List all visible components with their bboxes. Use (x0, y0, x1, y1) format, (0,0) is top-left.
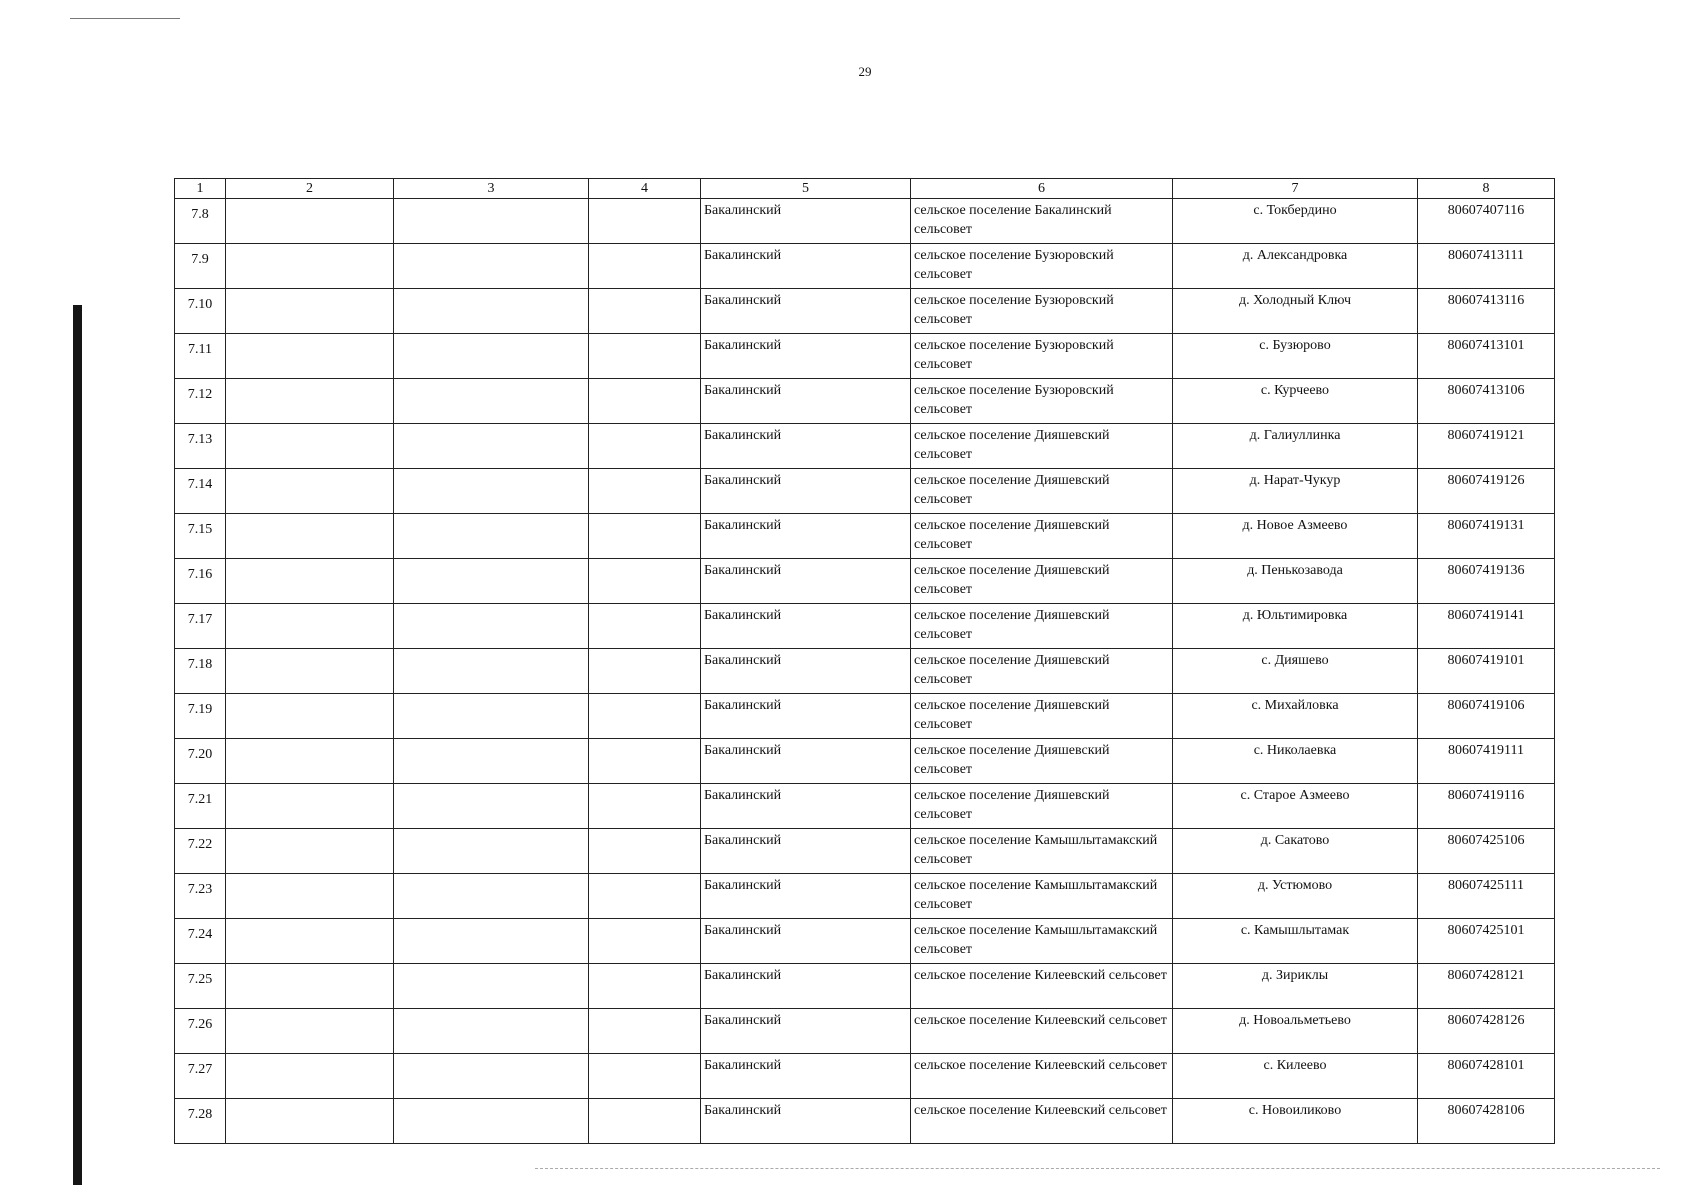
cell-col-3 (394, 514, 589, 559)
header-col-4: 4 (589, 179, 701, 199)
table-row (175, 559, 1555, 604)
row-number: 7.18 (175, 649, 226, 694)
cell-col-2 (226, 379, 394, 424)
cell-col-2 (226, 694, 394, 739)
oktmo-code: 80607419106 (1418, 694, 1555, 739)
district-name: Бакалинский (701, 829, 911, 874)
oktmo-code: 80607419116 (1418, 784, 1555, 829)
cell-col-2 (226, 604, 394, 649)
cell-col-4 (589, 289, 701, 334)
locality-name: с. Новоиликово (1173, 1099, 1418, 1144)
settlement-name: сельское поселение Бакалинский сельсовет (911, 199, 1173, 244)
table-row (175, 469, 1555, 514)
locality-name: д. Сакатово (1173, 829, 1418, 874)
oktmo-code: 80607407116 (1418, 199, 1555, 244)
row-number: 7.14 (175, 469, 226, 514)
cell-col-2 (226, 1009, 394, 1054)
settlement-name: сельское поселение Бузюровский сельсовет (911, 289, 1173, 334)
cell-col-2 (226, 1099, 394, 1144)
settlement-name: сельское поселение Дияшевский сельсовет (911, 604, 1173, 649)
cell-col-3 (394, 829, 589, 874)
row-number: 7.22 (175, 829, 226, 874)
cell-col-3 (394, 739, 589, 784)
district-name: Бакалинский (701, 1099, 911, 1144)
cell-col-3 (394, 199, 589, 244)
cell-col-3 (394, 919, 589, 964)
row-number: 7.15 (175, 514, 226, 559)
cell-col-2 (226, 829, 394, 874)
table-row (175, 694, 1555, 739)
header-col-8: 8 (1418, 179, 1555, 199)
district-name: Бакалинский (701, 244, 911, 289)
cell-col-3 (394, 784, 589, 829)
district-name: Бакалинский (701, 694, 911, 739)
cell-col-4 (589, 334, 701, 379)
locality-name: д. Устюмово (1173, 874, 1418, 919)
settlement-name: сельское поселение Камышлытамакский сельсовет (911, 829, 1173, 874)
table-row (175, 604, 1555, 649)
settlement-name: сельское поселение Килеевский сельсовет (911, 964, 1173, 1009)
district-name: Бакалинский (701, 1009, 911, 1054)
oktmo-code: 80607425101 (1418, 919, 1555, 964)
cell-col-3 (394, 244, 589, 289)
cell-col-3 (394, 559, 589, 604)
cell-col-4 (589, 784, 701, 829)
cell-col-4 (589, 1054, 701, 1099)
cell-col-4 (589, 694, 701, 739)
settlement-name: сельское поселение Дияшевский сельсовет (911, 739, 1173, 784)
cell-col-2 (226, 1054, 394, 1099)
district-name: Бакалинский (701, 199, 911, 244)
cell-col-3 (394, 649, 589, 694)
locality-name: с. Камышлытамак (1173, 919, 1418, 964)
district-name: Бакалинский (701, 559, 911, 604)
oktmo-code: 80607419136 (1418, 559, 1555, 604)
row-number: 7.27 (175, 1054, 226, 1099)
district-name: Бакалинский (701, 424, 911, 469)
settlement-name: сельское поселение Дияшевский сельсовет (911, 424, 1173, 469)
row-number: 7.16 (175, 559, 226, 604)
oktmo-code: 80607413106 (1418, 379, 1555, 424)
cell-col-4 (589, 649, 701, 694)
cell-col-4 (589, 469, 701, 514)
locality-name: с. Дияшево (1173, 649, 1418, 694)
oktmo-code: 80607425106 (1418, 829, 1555, 874)
cell-col-2 (226, 424, 394, 469)
row-number: 7.10 (175, 289, 226, 334)
district-name: Бакалинский (701, 919, 911, 964)
table-row (175, 784, 1555, 829)
oktmo-code: 80607428106 (1418, 1099, 1555, 1144)
cell-col-4 (589, 829, 701, 874)
settlement-name: сельское поселение Дияшевский сельсовет (911, 784, 1173, 829)
row-number: 7.12 (175, 379, 226, 424)
cell-col-2 (226, 739, 394, 784)
row-number: 7.17 (175, 604, 226, 649)
row-number: 7.28 (175, 1099, 226, 1144)
cell-col-3 (394, 694, 589, 739)
cell-col-4 (589, 424, 701, 469)
district-name: Бакалинский (701, 379, 911, 424)
cell-col-2 (226, 514, 394, 559)
district-name: Бакалинский (701, 514, 911, 559)
row-number: 7.8 (175, 199, 226, 244)
cell-col-2 (226, 334, 394, 379)
oktmo-code: 80607413111 (1418, 244, 1555, 289)
row-number: 7.24 (175, 919, 226, 964)
district-name: Бакалинский (701, 784, 911, 829)
cell-col-2 (226, 559, 394, 604)
cell-col-2 (226, 964, 394, 1009)
scan-artifact-left-bar (73, 305, 82, 1185)
header-col-1: 1 (175, 179, 226, 199)
cell-col-4 (589, 559, 701, 604)
locality-name: д. Юльтимировка (1173, 604, 1418, 649)
cell-col-4 (589, 874, 701, 919)
locality-name: с. Курчеево (1173, 379, 1418, 424)
cell-col-4 (589, 244, 701, 289)
cell-col-2 (226, 244, 394, 289)
district-name: Бакалинский (701, 964, 911, 1009)
cell-col-4 (589, 739, 701, 784)
settlement-name: сельское поселение Дияшевский сельсовет (911, 649, 1173, 694)
row-number: 7.25 (175, 964, 226, 1009)
table-row (175, 874, 1555, 919)
cell-col-2 (226, 874, 394, 919)
table-header-row (175, 179, 1555, 199)
settlement-name: сельское поселение Дияшевский сельсовет (911, 694, 1173, 739)
cell-col-2 (226, 784, 394, 829)
table-row (175, 919, 1555, 964)
oktmo-code: 80607419101 (1418, 649, 1555, 694)
cell-col-3 (394, 1054, 589, 1099)
district-name: Бакалинский (701, 649, 911, 694)
cell-col-3 (394, 424, 589, 469)
settlement-name: сельское поселение Бузюровский сельсовет (911, 244, 1173, 289)
row-number: 7.11 (175, 334, 226, 379)
header-col-6: 6 (911, 179, 1173, 199)
cell-col-3 (394, 334, 589, 379)
district-name: Бакалинский (701, 1054, 911, 1099)
locality-name: д. Нарат-Чукур (1173, 469, 1418, 514)
header-col-7: 7 (1173, 179, 1418, 199)
locality-name: д. Галиуллинка (1173, 424, 1418, 469)
table-row (175, 199, 1555, 244)
table-row (175, 424, 1555, 469)
settlement-name: сельское поселение Килеевский сельсовет (911, 1099, 1173, 1144)
oktmo-code: 80607428101 (1418, 1054, 1555, 1099)
settlement-name: сельское поселение Бузюровский сельсовет (911, 379, 1173, 424)
locality-name: д. Новое Азмеево (1173, 514, 1418, 559)
settlement-name: сельское поселение Дияшевский сельсовет (911, 469, 1173, 514)
table-row (175, 334, 1555, 379)
district-name: Бакалинский (701, 289, 911, 334)
locality-name: с. Старое Азмеево (1173, 784, 1418, 829)
table-row (175, 1099, 1555, 1144)
locality-name: с. Бузюрово (1173, 334, 1418, 379)
locality-name: с. Килеево (1173, 1054, 1418, 1099)
table-row (175, 964, 1555, 1009)
oktmo-code: 80607413101 (1418, 334, 1555, 379)
settlement-name: сельское поселение Дияшевский сельсовет (911, 559, 1173, 604)
district-name: Бакалинский (701, 739, 911, 784)
locality-name: д. Новоальметьево (1173, 1009, 1418, 1054)
district-name: Бакалинский (701, 604, 911, 649)
cell-col-3 (394, 874, 589, 919)
cell-col-3 (394, 1009, 589, 1054)
table-row (175, 289, 1555, 334)
header-col-5: 5 (701, 179, 911, 199)
row-number: 7.19 (175, 694, 226, 739)
district-name: Бакалинский (701, 469, 911, 514)
cell-col-4 (589, 199, 701, 244)
row-number: 7.26 (175, 1009, 226, 1054)
table-row (175, 1054, 1555, 1099)
row-number: 7.23 (175, 874, 226, 919)
cell-col-3 (394, 604, 589, 649)
locality-name: с. Николаевка (1173, 739, 1418, 784)
cell-col-3 (394, 964, 589, 1009)
table-row (175, 514, 1555, 559)
row-number: 7.13 (175, 424, 226, 469)
header-col-3: 3 (394, 179, 589, 199)
page-number: 29 (858, 64, 872, 79)
oktmo-code: 80607428126 (1418, 1009, 1555, 1054)
settlement-name: сельское поселение Килеевский сельсовет (911, 1054, 1173, 1099)
oktmo-code: 80607419126 (1418, 469, 1555, 514)
table-row (175, 649, 1555, 694)
table-row (175, 379, 1555, 424)
locality-name: д. Александровка (1173, 244, 1418, 289)
oktmo-code: 80607413116 (1418, 289, 1555, 334)
settlement-name: сельское поселение Бузюровский сельсовет (911, 334, 1173, 379)
cell-col-2 (226, 919, 394, 964)
table-body (175, 199, 1555, 1144)
oktmo-code: 80607425111 (1418, 874, 1555, 919)
cell-col-4 (589, 1099, 701, 1144)
district-name: Бакалинский (701, 334, 911, 379)
oktmo-code: 80607419141 (1418, 604, 1555, 649)
locality-name: д. Зириклы (1173, 964, 1418, 1009)
locality-name: д. Холодный Ключ (1173, 289, 1418, 334)
oktmo-code: 80607419131 (1418, 514, 1555, 559)
table-row (175, 244, 1555, 289)
table-row (175, 829, 1555, 874)
cell-col-2 (226, 649, 394, 694)
table-row (175, 1009, 1555, 1054)
header-col-2: 2 (226, 179, 394, 199)
locality-name: с. Токбердино (1173, 199, 1418, 244)
settlements-table (174, 178, 1555, 1144)
row-number: 7.9 (175, 244, 226, 289)
settlement-name: сельское поселение Камышлытамакский сельсовет (911, 874, 1173, 919)
row-number: 7.20 (175, 739, 226, 784)
oktmo-code: 80607428121 (1418, 964, 1555, 1009)
row-number: 7.21 (175, 784, 226, 829)
scan-artifact-bottom-line (535, 1168, 1660, 1170)
cell-col-2 (226, 199, 394, 244)
cell-col-3 (394, 1099, 589, 1144)
cell-col-4 (589, 604, 701, 649)
oktmo-code: 80607419111 (1418, 739, 1555, 784)
cell-col-4 (589, 514, 701, 559)
cell-col-2 (226, 469, 394, 514)
cell-col-4 (589, 1009, 701, 1054)
cell-col-3 (394, 289, 589, 334)
table-row (175, 739, 1555, 784)
cell-col-2 (226, 289, 394, 334)
settlement-name: сельское поселение Дияшевский сельсовет (911, 514, 1173, 559)
district-name: Бакалинский (701, 874, 911, 919)
oktmo-code: 80607419121 (1418, 424, 1555, 469)
locality-name: с. Михайловка (1173, 694, 1418, 739)
cell-col-3 (394, 379, 589, 424)
scan-artifact-top-line (70, 18, 180, 19)
settlement-name: сельское поселение Камышлытамакский сельсовет (911, 919, 1173, 964)
cell-col-4 (589, 379, 701, 424)
cell-col-4 (589, 964, 701, 1009)
settlement-name: сельское поселение Килеевский сельсовет (911, 1009, 1173, 1054)
locality-name: д. Пенькозавода (1173, 559, 1418, 604)
cell-col-4 (589, 919, 701, 964)
cell-col-3 (394, 469, 589, 514)
